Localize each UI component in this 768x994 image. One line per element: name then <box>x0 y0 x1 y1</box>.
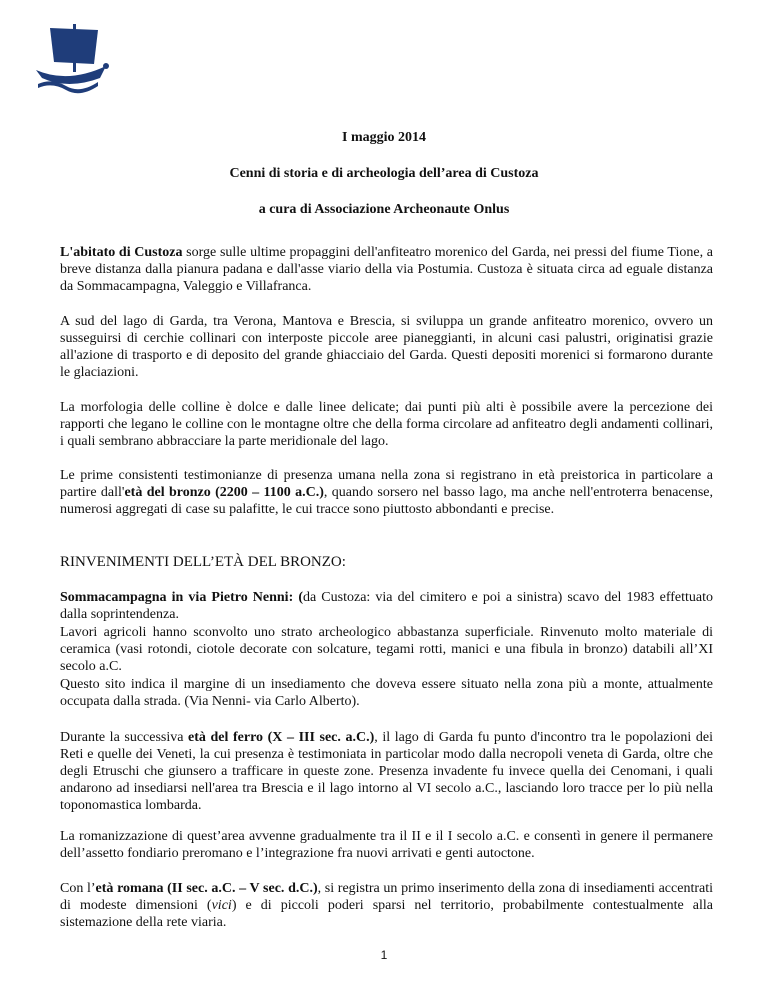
paragraph-5 <box>60 589 713 623</box>
paragraph-8 <box>60 729 713 814</box>
paragraph-10 <box>60 880 713 931</box>
paragraph-10-italic: vici <box>211 898 232 913</box>
paragraph-8-bold: età del ferro (X – III sec. a.C.) <box>188 730 375 745</box>
page-number: 1 <box>380 948 388 962</box>
paragraph-5-text: da Custoza: via del cimitero e poi a sinistra) scavo del 1983 effettuato dalla soprintendenza. <box>60 590 713 622</box>
paragraph-3: La morfologia delle colline è dolce e dalle linee delicate; dai punti più alti è possibile avere la percezione dei rapporti che legano le colline con le montagne oltre che della forma circolare ad anfiteatro degli andamenti collinari, i quali sembrano abbracciare la parte meridionale del lago. <box>60 400 713 449</box>
paragraph-4-bold: età del bronzo (2200 – 1100 a.C.) <box>124 485 324 500</box>
date-heading: I maggio 2014 <box>342 130 426 145</box>
paragraph-5-bold: Sommacampagna in via Pietro Nenni: ( <box>60 590 303 605</box>
ship-logo <box>28 20 112 100</box>
paragraph-6: Lavori agricoli hanno sconvolto uno strato archeologico abbastanza superficiale. Rinvenuto molto materiale di ceramica (vasi rotondi, ciotole decorate con solcature, tegami rotti, manici e una fibula in bronzo) databili all’XI secolo a.C. <box>60 625 713 674</box>
paragraph-1-bold: L'abitato di Custoza <box>60 245 183 260</box>
document-title: Cenni di storia e di archeologia dell’area di Custoza <box>229 166 539 181</box>
paragraph-9: La romanizzazione di quest’area avvenne gradualmente tra il II e il I secolo a.C. e consentì in genere il permanere dell’assetto fondiario preromano e l’integrazione fra nuovi arrivati e genti autoctone. <box>60 829 713 861</box>
paragraph-7: Questo sito indica il margine di un insediamento che doveva essere situato nella zona più a monte, attualmente occupata dalla strada. (Via Nenni- via Carlo Alberto). <box>60 677 713 709</box>
paragraph-8-post: , il lago di Garda fu punto d'incontro tra le popolazioni dei Reti e quelle dei Veneti, la cui presenza è testimoniata in particolar modo dalla necropoli veneta di Garda, oltre che degli Etruschi che giunsero a trafficare in queste zone. Presenza invadente fu invece quella dei Cenomani, i quali andarono ad insediarsi nell'area tra Brescia e il lago intorno al VI secolo a.C., lasciando loro tracce per lo più nella toponomastica lombarda. <box>60 730 713 813</box>
paragraph-8-pre: Durante la successiva <box>60 730 189 745</box>
author-line: a cura di Associazione Archeonaute Onlus <box>258 202 510 217</box>
paragraph-4 <box>60 467 713 518</box>
section-heading: RINVENIMENTI DELL’ETÀ DEL BRONZO: <box>60 554 346 570</box>
paragraph-1 <box>60 244 713 295</box>
paragraph-2: A sud del lago di Garda, tra Verona, Mantova e Brescia, si sviluppa un grande anfiteatro morenico, ovvero un susseguirsi di cerchie collinari con interposte piccole aree pianeggianti, in alcuni casi palustri, originatisi grazie all'azione di trasporto e di deposito del grande ghiacciaio del Garda. Questi depositi morenici si formarono durante le glaciazioni. <box>60 314 713 380</box>
paragraph-4-post: , quando sorsero nel basso lago, ma anche nell'entroterra benacense, numerosi aggregati di case su palafitte, le cui tracce sono piuttosto abbondanti e precise. <box>60 485 713 517</box>
paragraph-10-bold: età romana (II sec. a.C. – V sec. d.C.) <box>95 881 318 896</box>
paragraph-4-pre: Le prime consistenti testimonianze di presenza umana nella zona si registrano in età preistorica in particolare a partire dall' <box>60 468 713 500</box>
paragraph-10-mid: , si registra un primo inserimento della zona di insediamenti accentrati di modeste dimensioni ( <box>60 881 713 913</box>
paragraph-10-post: ) e di piccoli poderi sparsi nel territorio, probabilmente contestualmente alla sistemazione della rete viaria. <box>60 898 714 930</box>
paragraph-10-pre: Con l’ <box>60 881 96 896</box>
paragraph-1-text: sorge sulle ultime propaggini dell'anfiteatro morenico del Garda, nei pressi del fiume Tione, a breve distanza dalla pianura padana e dall'asse viario della via Postumia. Custoza è situata circa ad eguale distanza da Sommacampagna, Valeggio e Villafranca. <box>60 245 713 294</box>
